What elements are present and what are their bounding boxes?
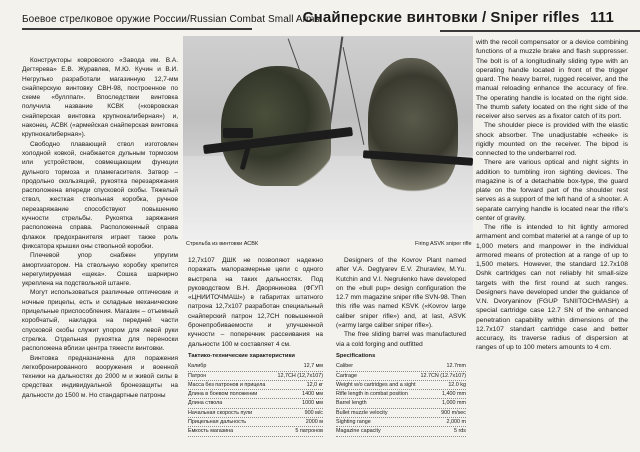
table-row: Масса без патронов и прицела 12,0 кг [188, 381, 323, 390]
header-rule-left [22, 28, 252, 30]
paragraph: Свободно плавающий ствол изготовлен холодной ковкой, снабжается дульным тормозом или устройством, совмещающим функции дульного тормоза и пламегасителя. Затвор – продольно скользящий, рукоятка перезаряжания расположена впереди спусковой скобы. Тяжелый ствол, жесткая ствольная коробка, ручное перезаряжание способствуют повышению кучности стрельбы. Рукоятка заряжания расположена справа. Расположенный справа флажок предохранителя играет также роль фиксатора крышки оны ствольной коробки. [22, 140, 178, 250]
photo-caption-ru: Стрельба из винтовки АСВК [186, 241, 259, 247]
specs-table-ru [188, 352, 323, 437]
table-row: Длина ствола 1000 мм [188, 399, 323, 408]
table-row: Weight w/o cartridges and a sight 12.0 kg [336, 381, 466, 390]
table-row: Длина в боевом положении 1400 мм [188, 390, 323, 399]
table-row: Sighting range 2,000 m [336, 418, 466, 427]
table-row: Калибр 12,7 мм [188, 362, 323, 371]
table-row: Barrel length 1,000 mm [336, 399, 466, 408]
table-row: Патрон 12,7СН (12,7х107) [188, 372, 323, 381]
specs-table-en [336, 352, 466, 437]
russian-text-column [22, 56, 178, 448]
table-row: Начальная скорость пули 900 м/с [188, 409, 323, 418]
paragraph: Винтовка предназначена для поражения легкобронированного вооружения и военной техники на дальностях до 2000 м и живой силы в средствах индивидуальной бронезащиты на дальности до 1500 м. Но стандартные патроны [22, 354, 178, 399]
paragraph: Могут использоваться различные оптические и ночные прицелы, есть и складные механические прицельные приспособления. Магазин – отъемный коробчатый, накладка на передней части спусковой скобы служит упором для левой руки стрелка. Отдельная рукоятка для переноски расположена вблизи центра тяжести винтовки. [22, 289, 178, 353]
paragraph: 12,7х107 ДШК не позволяют надежно поражать малоразмерные цели с одного выстрела на таких дальностях. Под руководством В.Н. Дворянинова (ФГУП «ЦНИИТОЧМАШ») в габаритах штатного патрона 12,7х107 разработан специальный снайперский патрон 12,7СН повышенной бронепробиваемости и улучшенной кучности – поперечник рассеивания на дальности 100 м составляет 4 см. [188, 257, 323, 348]
sniper-photo [183, 36, 473, 240]
russian-text-continued [188, 256, 323, 352]
title-en: Sniper rifles [490, 9, 580, 26]
english-text-column [336, 256, 466, 352]
paragraph: Плечевой упор снабжен упругим амортизатором. На ствольную коробку крепится нерегулируемая «щека». Сошка шарнирно укреплена на подствольной штанге. [22, 252, 178, 288]
paragraph: with the recoil compensator or a device combining functions of a muzzle brake and flash suppresser. The bolt is of a longitudinally sliding type with an operating handle located in front of the trigger guard. The heavy barrel, rugged receiver, and the manual reloading enhance the accuracy of fire. The operating handle is located on the right side. The thumb safety located on the right side of the receiver also serves as a fixator catch of its port. [476, 39, 628, 120]
specs-title-ru: Тактико-технические характеристики [188, 353, 295, 359]
paragraph: The free sliding barrel was manufactured via a cold forging and outfitted [336, 331, 466, 348]
paragraph: Designers of the Kovrov Plant named after V.A. Degtyarev E.V. Zhuravlev, M.Yu. Kutchin and V.I. Negrulenko have developed on the «bull pup» design configuration the 12.7 mm magazine sniper rifle SVN-98. Then this rifle was named KSVK («Kovrov large caliber sniper rifle») and, at last, ASVK («army large caliber sniper rifle»). [336, 257, 466, 330]
title-ru: Снайперские винтовки [302, 9, 478, 26]
header-left-title: Боевое стрелковое оружие России/Russian Combat Small Arms [22, 14, 320, 25]
header-rule-right [440, 30, 640, 32]
table-row: Caliber 12.7mm [336, 362, 466, 371]
table-row: Cartrage 12.7CN (12.7x107) [336, 372, 466, 381]
table-row: Bullet muzzle velocity 900 m/sec [336, 409, 466, 418]
paragraph: The rifle is intended to hit lightly armored armament and combat materiel at a range of up to 1,000 meters and manpower in the individual armored means of protection at a range of up to 1,500 meters. However, the standard 12.7x108 Dshk cartridges can not reliably hit small-size targets with the first round at such ranges. Designers have developed under the guidance of V.N. Dvoryaninov (FGUP TsNIITOCHMASH) a special cartridge case 12.7 SN of the enhanced penetration capability within dimensions of the 12.7x107 standart cartridge case and better accuracy, its traverse radius of dispersion at ranges of up to 100 meters amounts to 4 cm. [476, 224, 628, 352]
paragraph: Конструкторы ковровского «Завода им. В.А. Дегтярева» Е.В. Журавлев, М.Ю. Кучин и В.И. Негрулько разработали магазинную 12,7-мм снайперскую винтовку СВН-98, построенное по схеме «буллпап». Впоследствии винтовка получила название КСВК («ковровская снайперская винтовка крупнокалиберная») и, наконец, АСВК («армейская снайперская винтовка крупнокалиберная»). [22, 57, 178, 139]
english-text-continued [476, 38, 628, 448]
table-row: Емкость магазина 5 патронов [188, 427, 323, 436]
photo-caption-en: Firing ASVK sniper rifle [415, 241, 472, 247]
header-right-title: Снайперские винтовки / Sniper rifles 111 [302, 9, 614, 26]
paragraph: There are various optical and night sights in addition to tumbling iron sighting devices. The magazine is of a detachable box-type, the guard plate on the forward part of the shoulder rest serves as a support of the left hand of a shooter. A separate carrying handle is located near the rifle's center of gravity. [476, 159, 628, 222]
page-number: 111 [590, 9, 614, 26]
table-row: Magazine capacity 5 rds [336, 427, 466, 436]
table-row: Прицельная дальность 2000 м [188, 418, 323, 427]
specs-title-en: Specifications [336, 353, 376, 359]
paragraph: The shoulder piece is provided with the elastic shock absorber. The unadjustable «cheek» is rigidly mounted on the receiver. The bipod is connected to the underbarrel rod. [476, 122, 628, 157]
table-row: Rifle length in combat position 1,400 mm [336, 390, 466, 399]
